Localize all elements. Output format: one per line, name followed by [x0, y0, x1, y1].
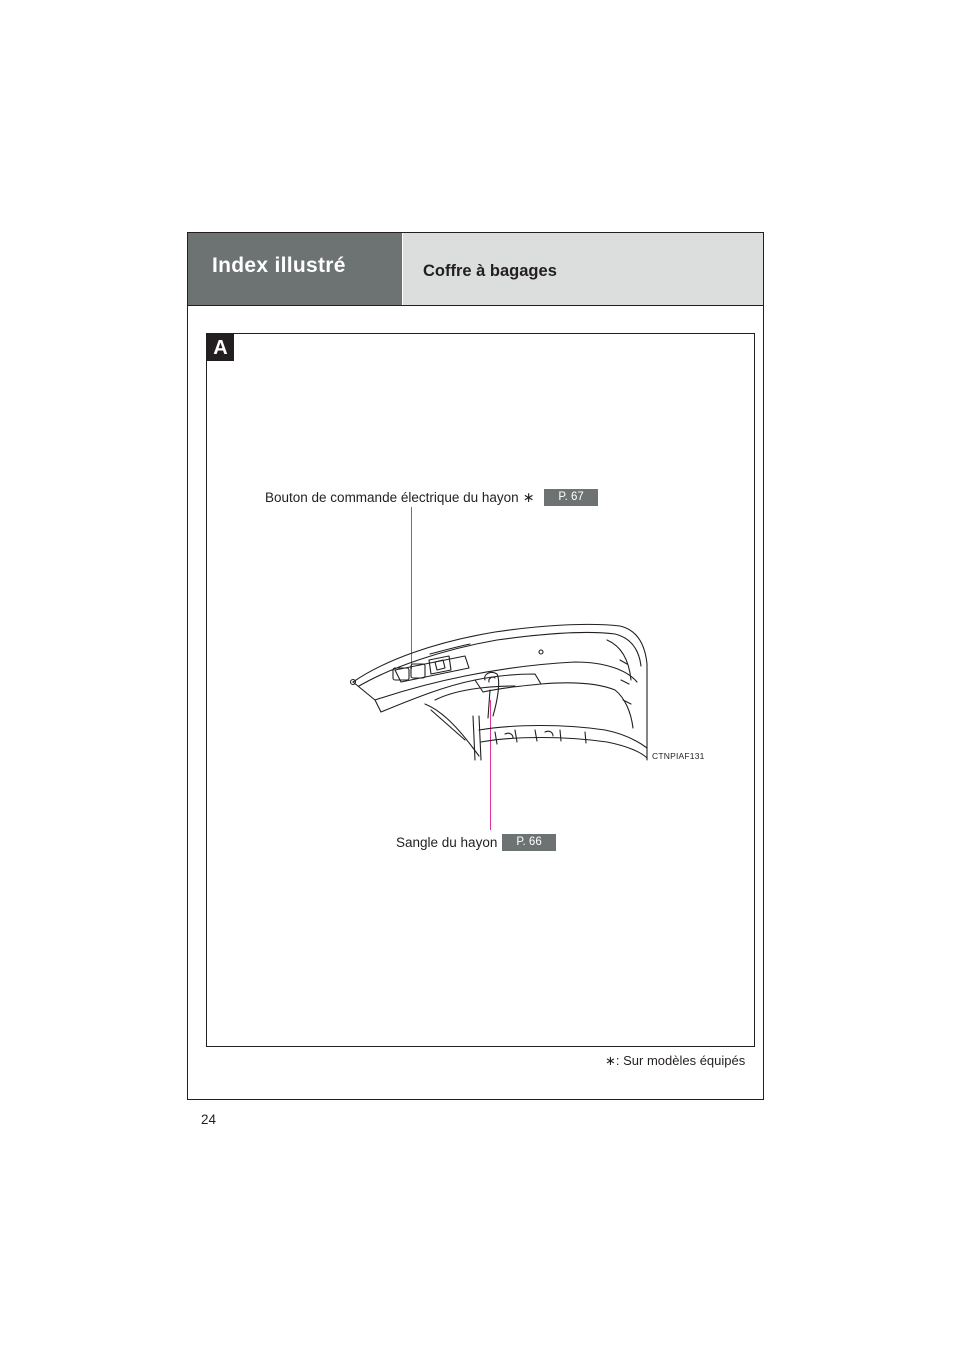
tailgate-illustration — [345, 620, 655, 770]
section-title: Index illustré — [212, 254, 346, 277]
header-divider — [188, 305, 763, 306]
page-number: 24 — [201, 1112, 217, 1127]
figure-code: CTNPIAF131 — [652, 751, 705, 761]
page-reference-link[interactable]: P. 67 — [544, 489, 597, 506]
callout-power-tailgate-button — [265, 489, 598, 506]
section-header — [188, 233, 402, 305]
callout-label: Sangle du hayon — [396, 835, 498, 850]
equipped-marker: ∗ — [522, 489, 535, 505]
footnote: ∗: Sur modèles équipés — [605, 1053, 746, 1068]
page-header — [403, 233, 763, 305]
section-tab: A — [207, 334, 234, 361]
page-reference-link[interactable]: P. 66 — [502, 834, 555, 851]
callout-tailgate-strap — [396, 834, 556, 851]
page-title: Coffre à bagages — [423, 262, 557, 280]
callout-label: Bouton de commande électrique du hayon — [265, 490, 519, 505]
